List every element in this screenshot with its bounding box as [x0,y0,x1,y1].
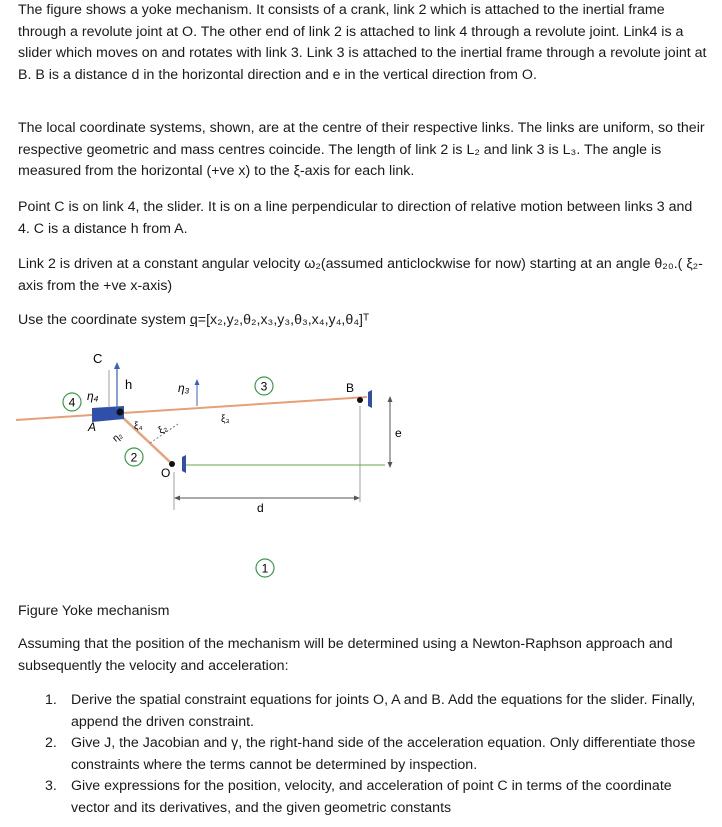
dim-d-arrow-left [174,496,180,501]
label-h: h [125,377,133,392]
label-xi4: ξ₄ [134,421,143,432]
paragraph-point-c: Point C is on link 4, the slider. It is on a line perpendicular to direction of relative motion between links 3 and 4. C is a distance h from A. [18,199,693,237]
ground-b [368,390,372,408]
question-number: 3. [45,778,57,795]
paragraph-assumption: Assuming that the position of the mechanism will be determined using a Newton-Raphson approach and subsequently the velocity and acceleration: [18,636,673,674]
paragraph-driver: Link 2 is driven at a constant angular velocity ω₂(assumed anticlockwise for now) starting at an angle θ₂₀.( ξ₂-axis from the +ve x-axis) [18,256,703,294]
paragraph-coordinate-systems: The local coordinate systems, shown, are at the centre of their respective links. The links are uniform, so their respective geometric and mass centres coincide. The length of link 2 is L₂ and link 3 is L₃. The angle is measured from the horizontal (+ve x) to the ξ-axis for each link. [18,120,705,180]
ground-o [182,455,186,473]
label-d: d [257,501,264,515]
question-text: Give J, the Jacobian and γ, the right-hand side of the acceleration equation. Only differentiate those constraints where the terms cannot be determined by inspection. [71,735,696,773]
yoke-mechanism-figure [0,340,722,590]
dim-e-arrow-top [388,396,393,402]
label-xi2: ξ₂ [156,422,170,437]
link2-number: 2 [130,450,138,465]
question-list [18,690,708,820]
paragraph-coordinate-vector [18,310,708,332]
label-xi3: ξ₃ [221,414,230,425]
coord-vector: =[x₂,y₂,θ₂,x₃,y₃,θ₃,x₄,y₄,θ₄]ᵀ [197,312,370,328]
paragraph-description: The figure shows a yoke mechanism. It consists of a crank, link 2 which is attached to the inertial frame through a revolute joint at O. The other end of link 2 is attached to link 4 through a revolute joint. Link4 is a slider which moves on and rotates with link 3. Link 3 is attached to the inertial frame through a revolute joint at B. B is a distance d in the horizontal direction and e in the vertical direction from O. [18,2,707,83]
coord-prefix: Use the coordinate system [18,312,190,328]
joint-b-dot [357,397,363,403]
dim-e-arrow-bottom [388,462,393,468]
label-o: O [161,466,171,480]
label-e: e [395,426,402,440]
question-item [18,690,708,733]
question-number: 2. [45,735,57,752]
link4-number: 4 [68,395,76,410]
coord-q: q [189,312,198,328]
c-arrow-head [114,362,120,369]
dim-d-arrow-right [354,496,360,501]
label-eta3: η₃ [178,381,190,395]
question-item [18,776,708,819]
label-a: A [88,420,97,434]
question-number: 1. [45,692,57,708]
question-text: Derive the spatial constraint equations for joints O, A and B. Add the equations for the slider. Finally, append the driven constraint. [71,692,696,730]
link3-number: 3 [260,379,268,394]
link1-number: 1 [261,561,269,576]
question-text: Give expressions for the position, velocity, and acceleration of point C in terms of the coordinate vector and its derivatives, and the given geometric constants [71,778,672,816]
label-b: B [346,381,355,395]
figure-caption: Figure Yoke mechanism [18,603,170,619]
label-eta2: η₂ [110,430,125,445]
eta3-arrow-head [195,379,200,385]
label-c: C [93,351,103,366]
label-eta4: η₄ [87,389,99,403]
question-item [18,733,708,776]
